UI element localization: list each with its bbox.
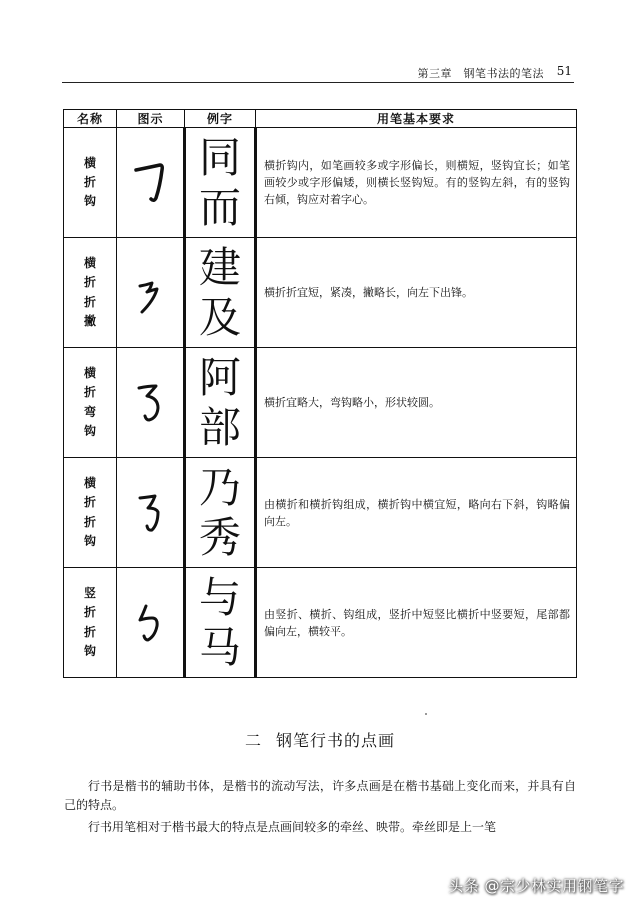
name-char: 折 <box>83 514 96 529</box>
name-char: 折 <box>83 385 96 400</box>
stroke-name <box>64 238 117 348</box>
example-char: 乃 <box>198 462 241 512</box>
heng-zhe-zhe-gou-stroke-icon <box>130 488 170 538</box>
page-header <box>62 64 574 83</box>
example-characters <box>185 568 256 678</box>
example-char: 部 <box>198 402 241 452</box>
shu-zhe-zhe-gou-stroke-icon <box>130 598 170 648</box>
paragraph: 行书是楷书的辅助书体，是楷书的流动写法，许多点画是在楷书基础上变化而来，并具有自己的特点。 <box>64 779 576 812</box>
name-char: 折 <box>83 605 96 620</box>
stroke-table <box>63 109 577 678</box>
example-char: 建 <box>198 242 241 292</box>
stroke-figure <box>117 348 185 458</box>
table-row <box>64 458 577 568</box>
name-char: 竖 <box>83 586 96 601</box>
example-characters <box>185 348 256 458</box>
stroke-figure <box>117 458 185 568</box>
example-char: 而 <box>198 182 241 232</box>
requirement-text: 由竖折、横折、钩组成，竖折中短竖比横折中竖要短，尾部都偏向左，横较平。 <box>256 568 577 678</box>
page-number: 51 <box>556 64 572 78</box>
stroke-figure <box>117 128 185 238</box>
name-char: 折 <box>83 495 96 510</box>
example-characters <box>185 458 256 568</box>
requirement-text: 横折宜略大，弯钩略小，形状较圆。 <box>256 348 577 458</box>
chapter-title: 第三章 钢笔书法的笔法 <box>417 67 544 80</box>
name-char: 钩 <box>83 194 96 209</box>
requirement-text: 由横折和横折钩组成，横折钩中横宜短，略向右下斜，钩略偏向左。 <box>256 458 577 568</box>
watermark: 头条 @宗少林实用钢笔字 <box>448 877 624 895</box>
stroke-figure <box>117 238 185 348</box>
example-char: 及 <box>198 292 241 342</box>
example-characters <box>185 128 256 238</box>
name-char: 折 <box>83 624 96 639</box>
name-char: 横 <box>83 256 96 271</box>
table-row <box>64 238 577 348</box>
example-char: 阿 <box>198 352 241 402</box>
table-row <box>64 128 577 238</box>
name-char: 钩 <box>83 643 96 658</box>
name-char: 钩 <box>83 423 96 438</box>
stroke-name <box>64 348 117 458</box>
requirement-text: 横折折宜短，紧凑，撇略长，向左下出锋。 <box>256 238 577 348</box>
section-number: 二 <box>244 731 262 750</box>
name-char: 折 <box>83 174 96 189</box>
example-char: 秀 <box>198 512 241 562</box>
name-char: 横 <box>83 366 96 381</box>
scan-speck <box>425 713 427 715</box>
name-char: 折 <box>83 275 96 290</box>
name-char: 横 <box>83 155 96 170</box>
name-char: 横 <box>83 476 96 491</box>
example-char: 马 <box>198 622 241 672</box>
heng-zhe-zhe-pie-stroke-icon <box>130 268 170 318</box>
name-char: 钩 <box>83 533 96 548</box>
table-header-row <box>64 110 577 128</box>
stroke-name <box>64 458 117 568</box>
example-char: 同 <box>198 132 241 182</box>
stroke-name <box>64 568 117 678</box>
heng-zhe-gou-stroke-icon <box>130 158 170 208</box>
requirement-text: 横折钩内，如笔画较多或字形偏长，则横短，竖钩宜长；如笔画较少或字形偏矮，则横长竖钩短。有的竖钩左斜，有的竖钩右倾，钩应对着字心。 <box>256 128 577 238</box>
table-row <box>64 568 577 678</box>
paragraph: 行书用笔相对于楷书最大的特点是点画间较多的牵丝、映带。牵丝即是上一笔 <box>88 820 497 834</box>
column-header-figure: 图示 <box>117 110 185 128</box>
column-header-name: 名称 <box>64 110 117 128</box>
name-char: 撇 <box>83 313 96 328</box>
section-title: 钢笔行书的点画 <box>276 731 396 750</box>
name-char: 折 <box>83 294 96 309</box>
stroke-name <box>64 128 117 238</box>
table-row <box>64 348 577 458</box>
section-heading <box>0 728 640 751</box>
column-header-requirement: 用笔基本要求 <box>256 110 577 128</box>
heng-zhe-wan-gou-stroke-icon <box>130 378 170 428</box>
example-char: 与 <box>198 572 241 622</box>
stroke-figure <box>117 568 185 678</box>
example-characters <box>185 238 256 348</box>
column-header-example: 例字 <box>185 110 256 128</box>
name-char: 弯 <box>83 404 96 419</box>
